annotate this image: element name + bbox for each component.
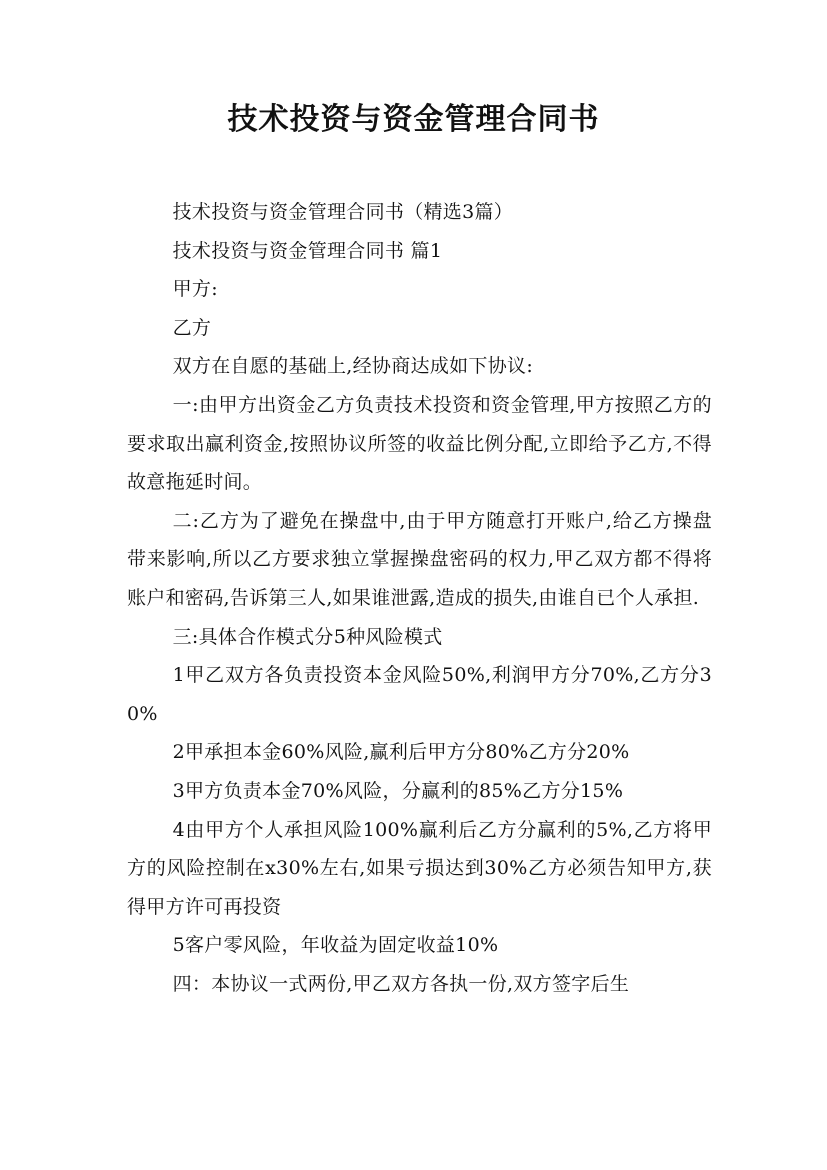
paragraph-mode-5: 5客户零风险，年收益为固定收益10% bbox=[172, 934, 499, 957]
paragraph-agreement-intro: 双方在自愿的基础上,经协商达成如下协议: bbox=[172, 355, 534, 378]
paragraph-mode-2: 2甲承担本金60%风险,赢利后甲方分80%乙方分20% bbox=[172, 741, 630, 764]
paragraph-party-b: 乙方 bbox=[172, 316, 212, 339]
document-body bbox=[127, 193, 712, 1003]
paragraph-section-heading: 技术投资与资金管理合同书 篇1 bbox=[172, 239, 443, 262]
paragraph-clause-2: 二:乙方为了避免在操盘中,由于甲方随意打开账户,给乙方操盘带来影响,所以乙方要求独立掌握操盘密码的权力,甲乙双方都不得将账户和密码,告诉第三人,如果谁泄露,造成的损失,由谁自已个人承担. bbox=[127, 509, 712, 609]
paragraph-party-a: 甲方: bbox=[172, 278, 218, 301]
paragraph-subtitle: 技术投资与资金管理合同书（精选3篇） bbox=[172, 201, 514, 223]
paragraph-mode-3: 3甲方负责本金70%风险，分赢利的85%乙方分15% bbox=[172, 779, 624, 802]
paragraph-clause-4: 四：本协议一式两份,甲乙双方各执一份,双方签字后生 bbox=[172, 972, 630, 995]
paragraph-mode-1: 1甲乙双方各负责投资本金风险50%,利润甲方分70%,乙方分30% bbox=[127, 664, 712, 725]
paragraph-clause-3: 三:具体合作模式分5种风险模式 bbox=[172, 625, 443, 648]
paragraph-clause-1: 一:由甲方出资金乙方负责技术投资和资金管理,甲方按照乙方的要求取出赢利资金,按照协议所签的收益比例分配,立即给予乙方,不得故意拖延时间。 bbox=[127, 393, 712, 494]
document-title: 技术投资与资金管理合同书 bbox=[227, 102, 600, 137]
paragraph-mode-4: 4由甲方个人承担风险100%赢利后乙方分赢利的5%,乙方将甲方的风险控制在x30%左右,如果亏损达到30%乙方必须告知甲方,获得甲方许可再投资 bbox=[127, 818, 712, 918]
